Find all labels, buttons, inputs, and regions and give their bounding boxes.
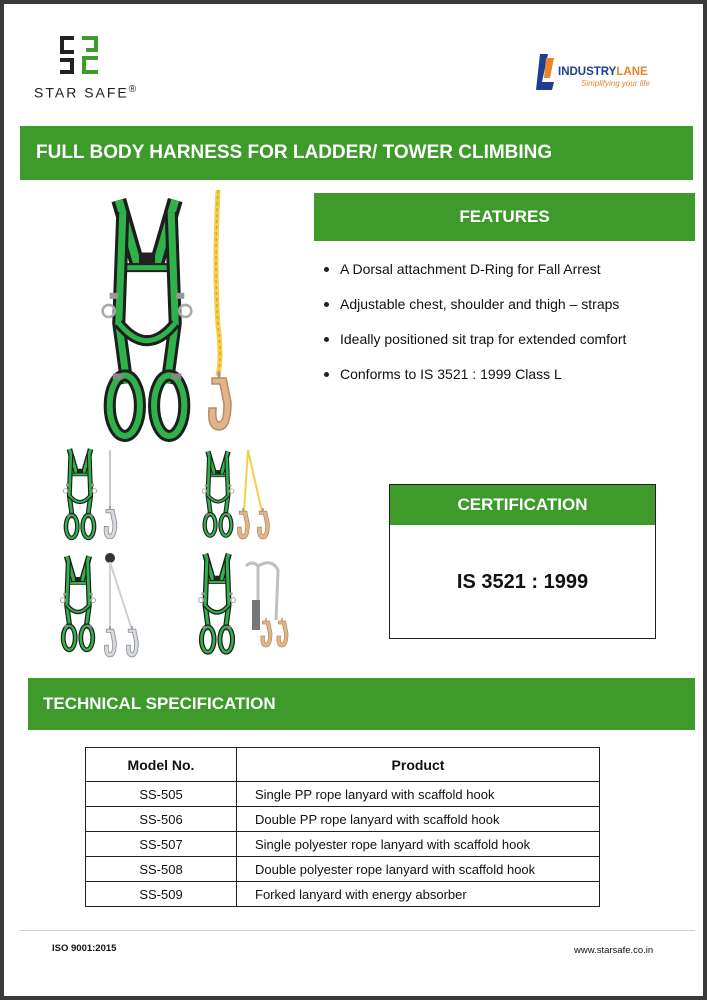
specification-table — [85, 747, 600, 907]
certification-value: IS 3521 : 1999 — [456, 571, 589, 593]
footer-divider — [20, 930, 695, 931]
column-header-model: Model No. — [86, 748, 237, 782]
feature-item: Adjustable chest, shoulder and thigh – straps — [322, 295, 692, 330]
page-title: FULL BODY HARNESS FOR LADDER/ TOWER CLIMBING — [20, 126, 693, 180]
star-safe-logo — [34, 32, 144, 110]
main-harness-image — [92, 192, 202, 444]
model-cell: SS-508 — [86, 857, 237, 882]
features-list — [322, 260, 692, 400]
table-row — [86, 807, 600, 832]
variant-harness-ss507 — [58, 550, 148, 660]
model-cell: SS-509 — [86, 882, 237, 907]
product-cell: Single PP rope lanyard with scaffold hook — [237, 782, 600, 807]
technical-specification-heading: TECHNICAL SPECIFICATION — [28, 678, 695, 730]
variant-harness-ss505 — [60, 446, 130, 541]
table-header-row — [86, 748, 600, 782]
table-row — [86, 857, 600, 882]
partner-tagline: Simplifying your life — [581, 79, 650, 88]
feature-item: Ideally positioned sit trap for extended comfort — [322, 330, 692, 365]
product-cell: Double PP rope lanyard with scaffold hook — [237, 807, 600, 832]
features-heading: FEATURES — [314, 193, 695, 241]
certification-box — [389, 484, 656, 639]
column-header-product: Product — [237, 748, 600, 782]
model-cell: SS-505 — [86, 782, 237, 807]
feature-item: A Dorsal attachment D-Ring for Fall Arrest — [322, 260, 692, 295]
brand-name: STAR SAFE® — [34, 84, 137, 101]
product-cell: Double polyester rope lanyard with scaffold hook — [237, 857, 600, 882]
table-row — [86, 832, 600, 857]
variant-harness-ss506 — [200, 446, 280, 541]
footer-website-link[interactable]: www.starsafe.co.in — [574, 945, 654, 956]
main-lanyard-image — [200, 186, 240, 436]
star-safe-emblem-icon — [56, 32, 104, 78]
table-row — [86, 882, 600, 907]
model-cell: SS-506 — [86, 807, 237, 832]
table-row — [86, 782, 600, 807]
variant-harness-ss508 — [196, 550, 306, 660]
product-cell: Forked lanyard with energy absorber — [237, 882, 600, 907]
industry-lane-logo — [534, 52, 674, 94]
certification-heading: CERTIFICATION — [390, 485, 655, 525]
footer-iso-certification: ISO 9001:2015 — [52, 943, 117, 954]
partner-name: INDUSTRYLANE — [558, 66, 648, 78]
feature-item: Conforms to IS 3521 : 1999 Class L — [322, 365, 692, 400]
industry-lane-mark-icon — [534, 52, 558, 92]
product-cell: Single polyester rope lanyard with scaffold hook — [237, 832, 600, 857]
model-cell: SS-507 — [86, 832, 237, 857]
